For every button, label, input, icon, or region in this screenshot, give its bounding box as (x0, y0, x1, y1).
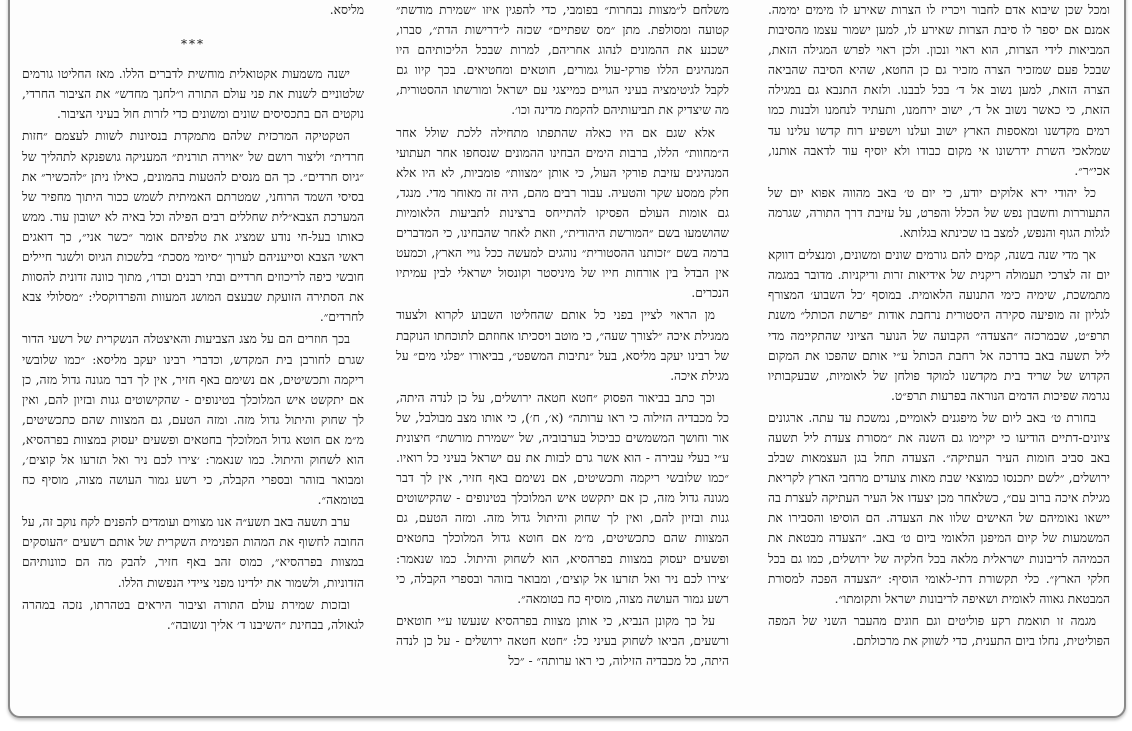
paragraph: כל יהודי ירא אלוקים יודע, כי יום ט׳ באב מהווה אפוא יום של התעוררות וחשבון נפש של הכלל והפרט, על עזיבת דרך התורה, שגרמה לגלות הגוף והנפש, למצב בו שכינתא בגלותא. (768, 185, 1110, 241)
paragraph: מגמה זו תואמת רקע פוליטים וגם חוגים מהעבר השני של המפה הפוליטית, נחלו ביום התענית, כדי לשווק את מרכולתם. (768, 613, 1110, 648)
section-separator: *** (181, 37, 205, 52)
article-column-middle (396, 0, 729, 671)
paragraph: ערב תשעה באב תשע״ה אנו מצווים ועומדים להפנים לקח נוקב זה, על החובה לחשוף את המהות הפנימית השקרית של אותם רשעים ״העוסקים במצוות בפרהסיא״, כמוס זהב באף חזיר, להבק מה הם כוונותיהם הזדוניות, ולשמור את ילדינו מפני ציידי הנפשות הללו. (22, 515, 364, 590)
paragraph: אלא שגם אם היו כאלה שהתפתו מתחילה ללכת שולל אחר ה״מחוות״ הללו, ברבות הימים הבחינו ההמונים שנסחפו אחר תעתועי המנהיגים עזיבת פורקי העול, כי אותן ״מצוות״ פומביות, לא היו אלא חלק ממסע שקר והטעיה. עבור רבים מהם, היה זה מאוחר מדי. מנגד, גם אומות העולם הפסיקו להתייחס ברצינות לתביעות הלאומיות שהושמעו בשם ״המורשת היהודית״, וזאת לאחר שהבחינו, כי המדברים ברמה בשם ״זכותנו ההסטורית״ נוהגים למעשה ככל גויי הארץ, וכמעט אין הבדל בין אורחות חייו של מיניסטר וקונסול ישראלי לבין עמיתיו הנכרים. (396, 125, 729, 301)
paragraph: וכך כתב בביאור הפסוק ״חטא חטאה ירושלים, על כן לנדה היתה, כל מכבדיה הזילוה כי ראו ערותה״ (א׳, ח׳), כי אותו מצב מבולבל, של אור וחושך המשמשים כביכול בערבוביה, של ״שמירת מורשת״ חיצונית ע״י בעלי עבירה - הוא אשר גרם לבזות את עם ישראל בעיני כל רואיו. ״כמו שלובשי ריקמה ותכשיטים, אם נשימם באף חזיר, אין לך דבר מגונה גדול מזה, כן אם יתקשט איש המלוכלך בטינופים - שהקישוטים גנות ובזיון להם, ואין לך שחוק והיתול גדול מזה. ומזה הטעם, גם המצוות שהם כתכשיטים, מ״מ אם חוטא גדול המלוכלך בחטאים ופשעים יעסוק במצוות בפרהסיא, הוא לשחוק והיתול. כמו שנאמר: ׳צירו לכם ניר ואל תזרעו אל קוצים׳, ומבואר בזוהר ובספרי הקבלה, כי רשע גמור העושה מצוה, מוסיף כח בטומאה״. (396, 390, 729, 606)
article-column-left (22, 0, 364, 635)
paragraph: ישנה משמעות אקטואלית מוחשית לדברים הללו. מאז החליטו גורמים שלטוניים לשנות את פני עולם התורה ו״לחנך מחדש״ את הציבור החרדי, נוקטים הם בתכסיסים שונים ומשונים כדי לזרות חול בעיני הציבור. (22, 67, 364, 122)
paragraph: הטקטיקה המרכזית שלהם מתמקדת בנסיונות לשוות לעצמם ״חזות חרדית״ וליצור רושם של ״אוירה תורנית״ המעניקה גושפנקא לתהליך של ״גיוס חרדים״. כך הם מנסים להטעות בהמונים, כאילו ניתן ״להכשיר״ את בסיסי השמד הרוחני, שמטרתם האמיתית לשמש ככור היתוך מחפיר של המערכת הצבא״לית שחללים רבים הפילה וכל באיה לא ישובון עוד. ממש כאותו בעל-חי נודע שמציג את טלפיהם אומר ״כשר אני״, כך דואגים ראשי הצבא וסייעניהם לערוך ״סיומי מסכת״ בלשכות הגיוס ולשגר חיילים חובשי כיפה לריכוזים חרדיים ובתי רבנים וכדו׳, מתוך כוונה זדונית להסוות את הסתירה הזועקת שבעצם המושג המעוות והפרדוקסלי: ״מסלולי צבא לחרדים״. (22, 129, 364, 325)
paragraph: בכך חוזרים הם על מצג הצביעות והאיצטלה הנשקרית של רשעי הדור שגרם לחורבן בית המקדש, וכדברי רבינו יעקב מליסא: ״כמו שלובשי ריקמה ותכשיטים, אם נשימם באף חזיר, אין לך דבר מגונה גדול מזה, כן אם יתקשט איש המלוכלך בטינופים - שהקישוטים גנות ובזיון להם, ואין לך שחוק והיתול גדול מזה. ומזה הטעם, גם המצוות שהם כתכשיטים, מ״מ אם חוטא גדול המלוכלך בחטאים ופשעים יעסוק במצוות בפרהסיא, הוא לשחוק והיתול. כמו שנאמר: ׳צירו לכם ניר ואל תזרעו אל קוצים׳, ומבואר בזוהר ובספרי הקבלה, כי רשע גמור העושה מצוה, מוסיף כח בטומאה״. (22, 332, 364, 508)
paragraph: אך מדי שנה בשנה, קמים להם גורמים שונים ומשונים, ומנצלים דווקא יום זה לצרכי תעמולה ריקנית של אידיאות זרות וריקניות. מדובר במגמה מתמשכת, שימיה כימי התנועה הלאומית. במוסף ׳כל השבוע׳ המצורף לגליון זה מופיעה סקירה היסטורית נרחבת אודות ״פרשת הכותל״ משנת תרפ״ט, שבמרכזה ״הצעדה״ הקבועה של הנוער הציוני שהתקיימה מדי ליל תשעה באב בדרכה אל רחבת הכותל ע״י אותם שהפכו את המקום הקדוש של שריד בית מקדשנו למוקד פולחן של לאומיות, שבעקבותיו נגרמה שפיכות הדמים הנוראה בפרעות תרפ״ט. (768, 248, 1110, 403)
article-column-right (768, 0, 1110, 651)
paragraph-end-line: מליסא. (329, 3, 364, 17)
paragraph: בחורת ט׳ באב ליום של מיפגנים לאומיים, נמשכת עד עתה. ארגונים ציונים-דתיים הודיעו כי יקיימו גם השנה את ״מסורת צעדת ליל תשעה באב סביב חומות העיר העתיקה״. הצעדה תחל בגן העצמאות שבלב ירושלים, ״לשם יתכנסו כמוצאי שבת מאות צועדים מרחבי הארץ לקריאת מגילת איכה ברוב עם״, כשלאחר מכן יצעדו אל העיר העתיקה לעצרת בה יישאו נאומיהם של האישים שלוו את הצעדה. הם הוסיפו והסבירו את המשמעות של קיום המיפגן הלאומי ביום ט׳ באב. ״הצעדה מבטאת את הכמיהה לריבונות ישראלית מלאה בכל חלקיה של ירושלים, כמו גם בכל חלקי הארץ״. כלי תקשורת דתי-לאומי הוסיף: ״הצעדה הפכה למסורת המבטאת גאווה לאומית ושאיפה לריבונות ישראל ותקומתו״. (768, 410, 1110, 606)
paragraph: ומכל שכן שיבוא אדם לחבור ויכריז לו הצרות שאירע לו מימים ימימה. אמנם אם יספר לו סיבת הצרות שאירע לו, למען ישמור עצמו מהסיבות המביאות לידי הצרות, הוא ראוי ונכון. ולכן ראוי לפרש המגילה הזאת, שבכל פעם שמזכיר הצרה מזכיר גם כן החטא, שהיא הסיבה שהביאה הצרה הזאת, למען נשוב אל ד׳ בכל לבבנו. ולזאת התנבא גם במגילה הזאת, כי כאשר נשוב אל ד׳, ישוב ירחמנו, ותעתיד לנחמנו ולבנות כמו רמים מקדשנו ומאספות הארץ ישוב ועלנו וישפיע רוח קדשו עלינו עד שמלאכי השרת ידרשונו אי מקום כבודו ולא יוסיף עוד לדאבה אותנו, אכי״ר״. (768, 3, 1110, 178)
paragraph: מן הראוי לציין בפני כל אותם שהחליטו השבוע לקרוא ולצעוד ממגילת איכה ״לצורך שעה״, כי מוטב ויסכיתו אחוזתם לתוכחתו הנוקבת של רבינו יעקב מליסא, בעל ״נתיבות המשפט״, בביאורו ״פלגי מים״ על מגילת איכה. (396, 308, 729, 383)
paragraph: על כך מקונן הנביא, כי אותן מצוות בפרהסיא שנעשו ע״י חוטאים ורשעים, הביאו לשחוק בעיני כל: ״חטא חטאה ירושלים - על כן לנדה היתה, כל מכבדיה הזילוה, כי ראו ערותה״ - ״כל (396, 613, 729, 668)
paragraph: משלחם ל״מצוות נבחרות״ בפומבי, כדי להפגין איזו ״שמירת מודשת״ קטועה ומסולפת. מתן ״מס שפתיים״ שכזה ל״דרישות הדת״, סברו, ישכנע את ההמונים לנהוג אחריהם, למרות שבכל הליכותיהם היו המנהיגים הללו פורקי-עול גמורים, חוטאים ומחטיאים. בכך קיוו גם לקבל לגיטימציה בעיני הגויים כמייצגי עם ישראל ומורשתו ההסטורית, מה שיצדיק את תביעותיהם להקמת מדינה וכו׳. (396, 3, 729, 118)
paragraph: ובזכות שמירת עולם התורה וציבור היראים בטהרתו, נזכה במהרה לגאולה, בבחינת ״השיבנו ד׳ אליך ונשובה״. (22, 597, 364, 632)
